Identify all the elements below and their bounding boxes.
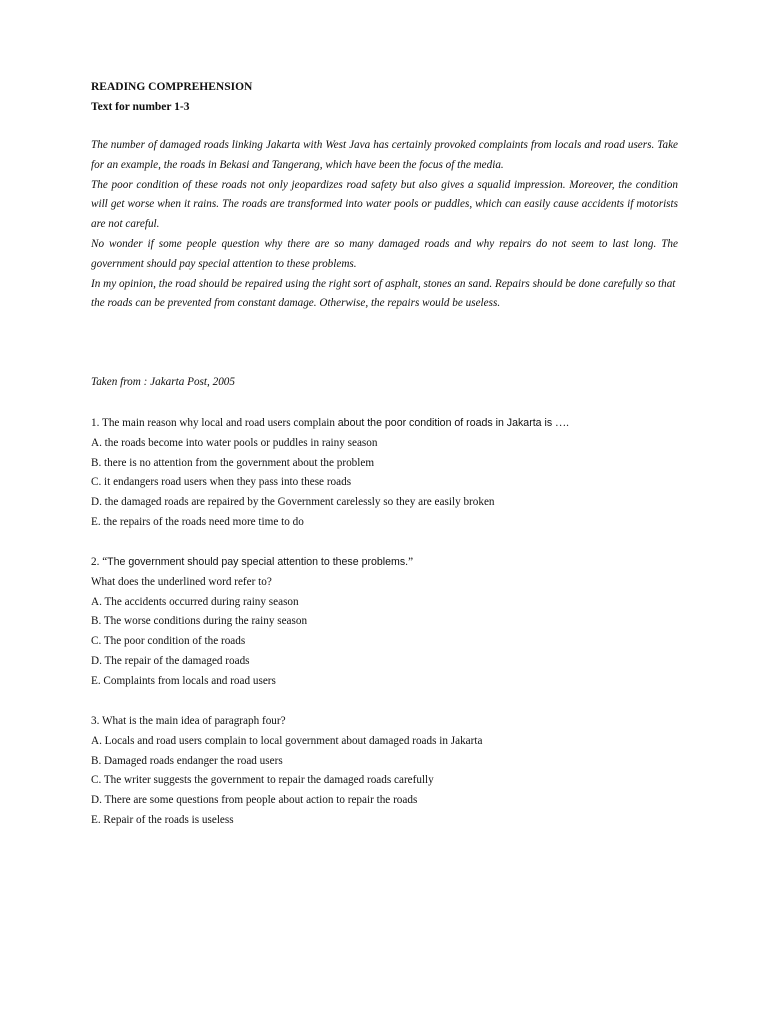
question-3-option-c: C. The writer suggests the government to repair the damaged roads carefully — [91, 774, 434, 787]
question-1-option-c: C. it endangers road users when they pass into these roads — [91, 476, 352, 489]
question-1-option-d: D. the damaged roads are repaired by the Government carelessly so they are easily broken — [91, 496, 495, 509]
question-3-option-b: B. Damaged roads endanger the road users — [91, 754, 283, 767]
passage-paragraph-2: The poor condition of these roads not only jeopardizes road safety but also gives a squalid impression. Moreover, the condition will get worse when it rains. The roads are transformed into water pools or puddles, which can easily cause accidents if motorists are not careful. — [91, 178, 678, 231]
question-2-stem-suffix: ” — [408, 556, 414, 568]
question-3-option-a: A. Locals and road users complain to local government about damaged roads in Jakarta — [91, 734, 483, 747]
passage-paragraph-4: In my opinion, the road should be repaired using the right sort of asphalt, stones an sand. Repairs should be done carefully so that the roads can be prevented from constant damage. Otherwise, the repairs would be useless. — [91, 277, 676, 310]
question-1-stem-highlight: about the poor condition of roads in Jakarta is — [337, 417, 553, 429]
question-1-option-a: A. the roads become into water pools or puddles in rainy season — [91, 436, 378, 449]
passage-source: Taken from : Jakarta Post, 2005 — [91, 376, 235, 388]
question-2-stem-prefix: 2. “ — [91, 556, 108, 568]
question-3-option-d: D. There are some questions from people about action to repair the roads — [91, 794, 418, 807]
question-3-stem: 3. What is the main idea of paragraph four? — [91, 715, 286, 727]
question-2-option-d: D. The repair of the damaged roads — [91, 654, 250, 667]
question-2-option-c: C. The poor condition of the roads — [91, 635, 246, 648]
reading-passage — [91, 136, 678, 314]
question-1-stem — [91, 414, 691, 434]
question-2-option-a: A. The accidents occurred during rainy season — [91, 595, 299, 608]
question-2 — [91, 553, 691, 692]
passage-paragraph-3: No wonder if some people question why there are so many damaged roads and why repairs do not seem to last long. The government should pay special attention to these problems. — [91, 237, 678, 270]
question-2-quoted-sentence: The government should pay special attention to these problems. — [107, 556, 409, 568]
text-number-label: Text for number 1-3 — [91, 101, 190, 113]
question-3-option-e: E. Repair of the roads is useless — [91, 813, 234, 826]
question-1 — [91, 414, 691, 533]
passage-paragraph-1: The number of damaged roads linking Jakarta with West Java has certainly provoked complaints from locals and road users. Take for an example, the roads in Bekasi and Tangerang, which have been the focus of the media. — [91, 139, 678, 171]
question-2-prompt: What does the underlined word refer to? — [91, 575, 272, 588]
question-1-option-b: B. there is no attention from the government about the problem — [91, 456, 375, 469]
document-title: READING COMPREHENSION — [91, 81, 253, 93]
question-2-option-e: E. Complaints from locals and road users — [91, 674, 276, 687]
question-2-stem — [91, 553, 691, 573]
question-1-option-e: E. the repairs of the roads need more time to do — [91, 515, 304, 528]
question-3 — [91, 712, 691, 831]
question-1-stem-prefix: 1. The main reason why local and road users complain — [91, 417, 338, 429]
question-2-option-b: B. The worse conditions during the rainy season — [91, 615, 308, 628]
question-1-stem-suffix: …. — [552, 417, 569, 429]
